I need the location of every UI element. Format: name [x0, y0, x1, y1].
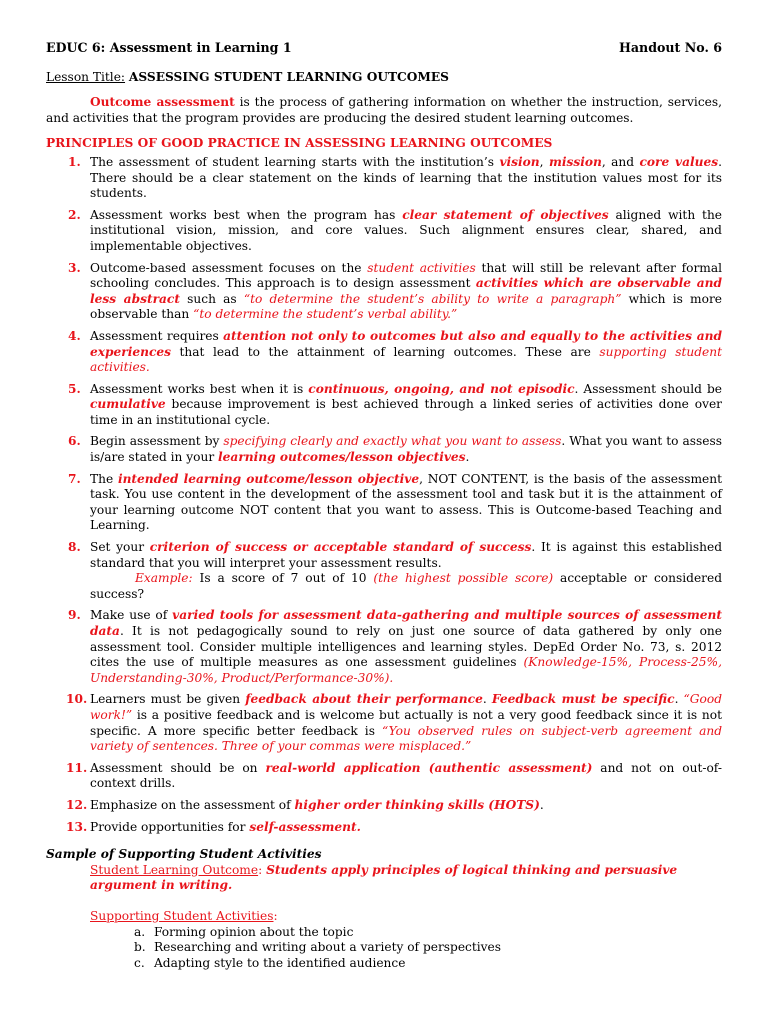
principle-emphasis: core values — [639, 154, 719, 169]
intro-text: is the process of gathering information on whether the instruction, services, and activities that the program provides are producing the desired student learning outcomes. — [46, 95, 722, 125]
principle-text: Outcome-based assessment focuses on the — [90, 260, 368, 275]
principle-text: . — [674, 692, 684, 707]
principle-text: and not on out-of-context drills. — [90, 760, 722, 791]
course-title: EDUC 6: Assessment in Learning 1 — [46, 40, 292, 55]
list-item — [134, 925, 722, 941]
list-item — [134, 956, 722, 972]
principle-number: 1. — [68, 154, 81, 169]
page-header — [46, 40, 722, 56]
principle-emphasis: real-world application (authentic assessment) — [265, 760, 593, 775]
principle-text: is a positive feedback and is welcome but actually is not a very good feedback since it is not specific. A more specific better feedback is — [90, 707, 722, 738]
principle-text: . — [482, 692, 492, 707]
principle-number: 11. — [66, 760, 88, 775]
principle-item — [46, 761, 722, 792]
principle-emphasis: self-assessment. — [249, 819, 361, 834]
sample-heading: Sample of Supporting Student Activities — [46, 847, 322, 862]
principle-text: . Assessment should be — [574, 381, 722, 396]
intro-paragraph — [46, 95, 722, 126]
list-item-letter: a. — [134, 924, 146, 939]
list-item-text: Forming opinion about the topic — [154, 924, 354, 939]
principle-emphasis: Feedback must be specific — [491, 692, 675, 707]
principle-emphasis: (Knowledge-15%, Process-25%, Understanding-30%, Product/Performance-30%). — [90, 655, 722, 685]
principle-text: . There should be a clear statement on the kinds of learning that the institution values most for its students. — [90, 154, 722, 201]
lesson-title: ASSESSING STUDENT LEARNING OUTCOMES — [128, 69, 449, 84]
principle-emphasis: criterion of success or acceptable standard of success — [149, 540, 532, 555]
principle-emphasis: varied tools for assessment data-gathering and multiple sources of assessment data — [90, 608, 723, 638]
principle-emphasis: cumulative — [90, 397, 166, 412]
learning-outcome-colon: : — [258, 862, 267, 877]
principle-item — [46, 261, 722, 323]
principle-emphasis: attention not only to outcomes but also and equally to the activities and experiences — [90, 328, 722, 359]
handout-number: Handout No. 6 — [618, 40, 722, 55]
principle-text: . It is not pedagogically sound to rely on just one source of data gathered by only one assessment tool. Consider multiple intelligences and learning styles. DepEd Order No. 73, s. 2012 cites the use of multiple measures as one assessment guidelines — [90, 624, 722, 670]
list-item-text: Researching and writing about a variety of perspectives — [154, 940, 502, 955]
principle-text: , and — [601, 154, 640, 169]
principle-text: Set your — [90, 540, 150, 555]
principles-heading: PRINCIPLES OF GOOD PRACTICE IN ASSESSING LEARNING OUTCOMES — [46, 136, 553, 151]
principle-text: Begin assessment by — [90, 434, 224, 449]
principle-emphasis: “Good work!” — [90, 692, 722, 722]
principle-number: 12. — [66, 797, 88, 812]
principle-text: . — [539, 797, 544, 812]
principle-text: Emphasize on the assessment of — [90, 797, 295, 812]
principle-number: 5. — [68, 381, 81, 396]
principle-text: Learners must be given — [90, 692, 246, 707]
supporting-activities-colon: : — [273, 908, 278, 923]
principle-number: 3. — [68, 260, 81, 275]
principle-number: 7. — [68, 471, 81, 486]
principle-text: which is more observable than — [90, 291, 722, 322]
principle-text: The — [90, 471, 118, 486]
principle-text: Provide opportunities for — [90, 819, 250, 834]
list-item-letter: b. — [134, 940, 146, 955]
principle-text: Assessment requires — [90, 328, 224, 343]
lesson-title-line — [46, 70, 722, 86]
principle-text: that lead to the attainment of learning outcomes. These are — [171, 344, 600, 359]
learning-outcome-line — [46, 863, 722, 894]
principle-text: . It is against this established standard that you will interpret your assessment results. — [90, 540, 723, 570]
principle-number: 9. — [68, 608, 81, 623]
principle-example — [90, 571, 722, 602]
principle-item — [46, 798, 722, 814]
intro-term: Outcome assessment — [90, 95, 235, 110]
principle-text: that will still be relevant after formal schooling concludes. This approach is to design assessment — [90, 260, 722, 291]
learning-outcome-label: Student Learning Outcome — [90, 862, 259, 877]
principle-text: . — [465, 450, 470, 465]
principle-emphasis: mission — [548, 154, 602, 169]
principle-emphasis: “to determine the student’s verbal ability.” — [193, 307, 458, 322]
example-emphasis: Example: — [135, 571, 193, 586]
principle-item — [46, 329, 722, 376]
principle-item — [46, 820, 722, 836]
principle-number: 2. — [68, 207, 81, 222]
principle-emphasis: intended learning outcome/lesson objective — [117, 471, 420, 486]
principle-item — [46, 540, 722, 602]
principle-emphasis: specifying clearly and exactly what you want to assess — [223, 434, 562, 449]
principle-text: Make use of — [90, 608, 173, 623]
list-item-text: Adapting style to the identified audience — [154, 955, 406, 970]
example-text: acceptable or considered success? — [90, 571, 722, 601]
principle-item — [46, 382, 722, 429]
principle-text: because improvement is best achieved through a linked series of activities done over time in an institutional cycle. — [90, 397, 722, 427]
principle-text: such as — [179, 291, 244, 306]
principle-text: . What you want to assess is/are stated in your — [90, 434, 722, 465]
principle-text: , — [539, 154, 549, 169]
principle-text: Assessment should be on — [90, 760, 266, 775]
principle-text: Assessment works best when it is — [90, 381, 309, 396]
principle-item — [46, 155, 722, 202]
supporting-activities-heading — [46, 909, 722, 925]
principle-text: , NOT CONTENT, is the basis of the assessment task. You use content in the development of the assessment tool and task but it is the attainment of your learning outcome NOT content that you want to assess. This is Outcome-based Teaching and Learning. — [90, 471, 722, 533]
principle-emphasis: “to determine the student’s ability to write a paragraph” — [243, 291, 622, 306]
principles-list — [46, 155, 722, 835]
example-text: Is a score of 7 out of 10 — [192, 571, 374, 586]
principle-emphasis: higher order thinking skills (HOTS) — [294, 797, 540, 812]
principle-number: 8. — [68, 540, 81, 555]
principle-text: Assessment works best when the program has — [90, 207, 403, 222]
principle-item — [46, 434, 722, 465]
principle-emphasis: feedback about their performance — [245, 692, 483, 707]
lesson-title-label: Lesson Title: — [46, 69, 126, 84]
principle-emphasis: clear statement of objectives — [402, 207, 609, 222]
principle-number: 13. — [66, 819, 88, 834]
supporting-activities-label: Supporting Student Activities — [90, 908, 274, 923]
example-emphasis: (the highest possible score) — [373, 571, 554, 586]
principle-number: 4. — [68, 328, 81, 343]
principle-text: The assessment of student learning starts with the institution’s — [90, 154, 500, 169]
principle-text: aligned with the institutional vision, mission, and core values. Such alignment ensures clear, shared, and implementable objectives. — [90, 207, 723, 253]
principle-item — [46, 208, 722, 255]
list-item-letter: c. — [134, 955, 145, 970]
principle-emphasis: “You observed rules on subject-verb agreement and variety of sentences. Three of your commas were misplaced.” — [90, 723, 723, 754]
principle-item — [46, 692, 722, 754]
principle-number: 10. — [66, 692, 88, 707]
principle-item — [46, 472, 722, 534]
principle-number: 6. — [68, 434, 81, 449]
learning-outcome-text: Students apply principles of logical thinking and persuasive argument in writing. — [90, 862, 678, 893]
principle-emphasis: student activities — [367, 260, 476, 275]
principle-emphasis: continuous, ongoing, and not episodic — [308, 381, 575, 396]
principle-item — [46, 608, 722, 686]
principle-emphasis: activities which are observable and less abstract — [90, 276, 722, 306]
principle-emphasis: vision — [499, 154, 540, 169]
principle-emphasis: supporting student activities. — [90, 344, 722, 375]
principle-emphasis: learning outcomes/lesson objectives — [218, 450, 466, 465]
supporting-activities-list — [46, 925, 722, 972]
list-item — [134, 940, 722, 956]
